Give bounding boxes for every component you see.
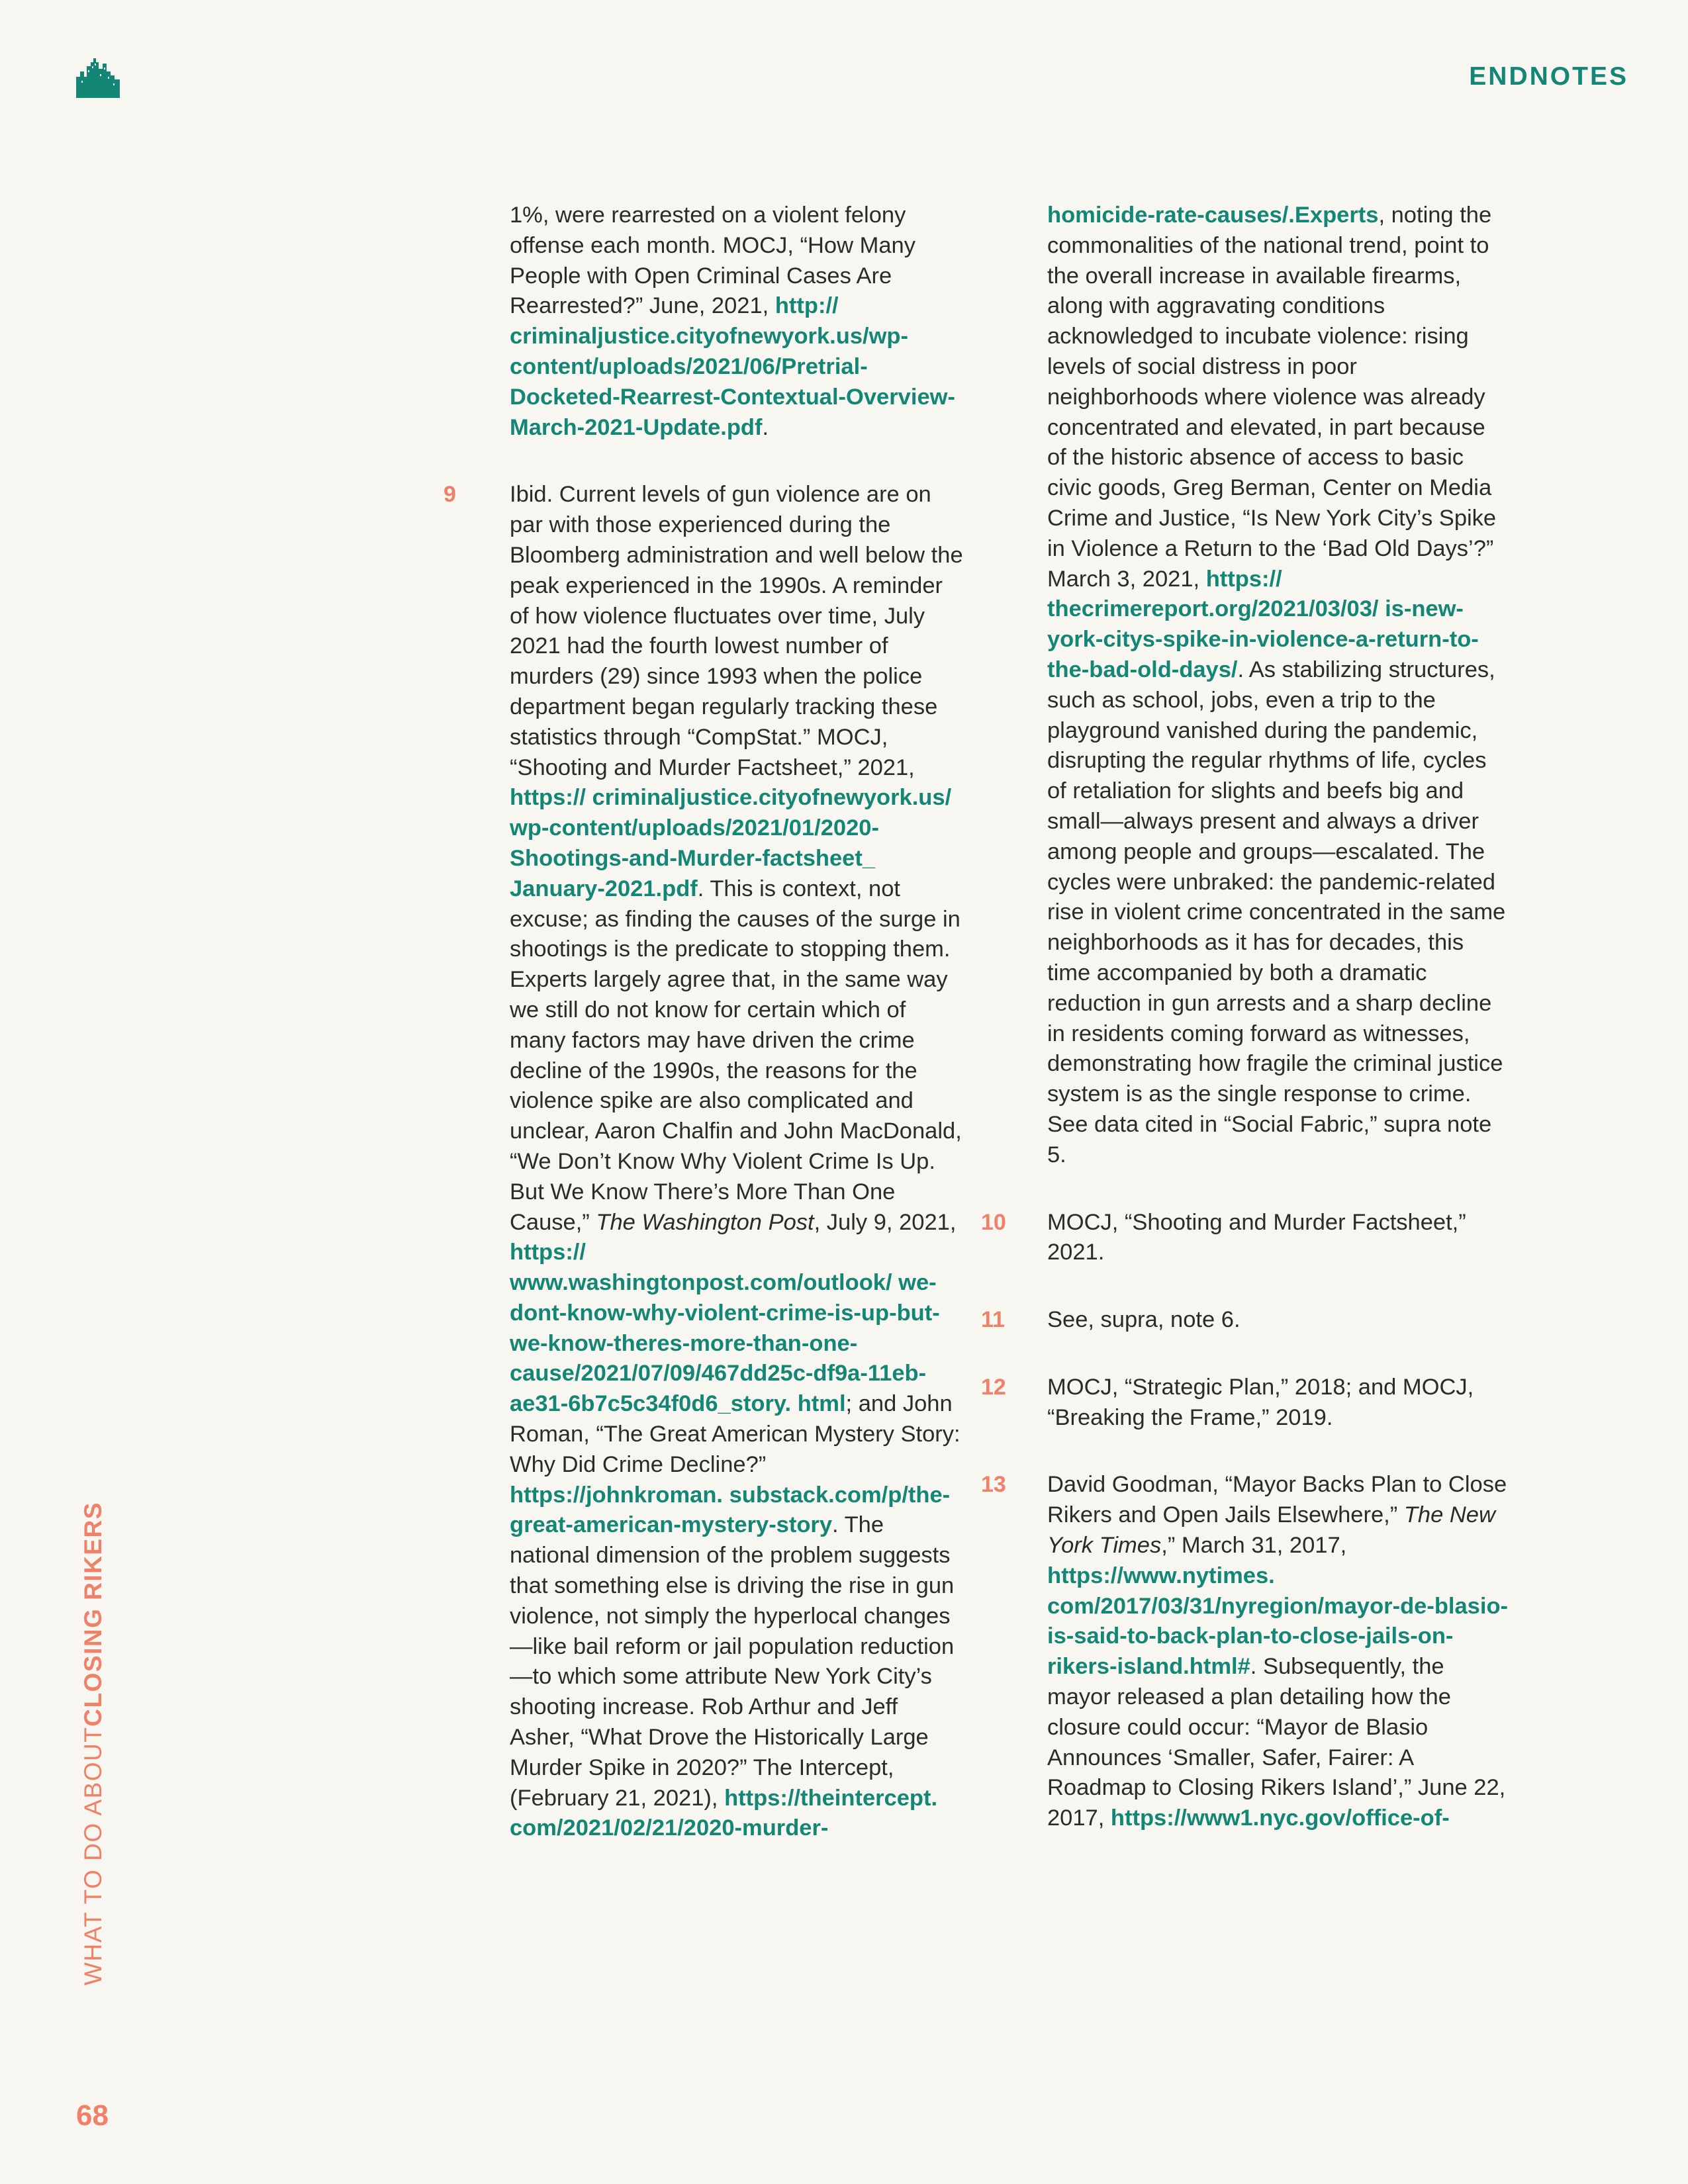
endnote-11 <box>981 1305 1511 1336</box>
endnotes-left-column <box>444 201 966 1881</box>
endnote-13-link-1[interactable]: https://www.nytimes. com/2017/03/31/nyregion/mayor-de-blasio-is-said-to-back-plan-to-close-jails-on-rikers-island.html# <box>1047 1563 1509 1680</box>
endnote-text: MOCJ, “Shooting and Murder Factsheet,” 2021. <box>1047 1209 1466 1265</box>
endnote-9-link-3[interactable]: https://johnkroman. substack.com/p/the-great-american-mystery-story <box>510 1482 951 1538</box>
endnote-9-link-1[interactable]: https:// criminaljustice.cityofnewyork.us/ wp-content/uploads/2021/01/2020-Shootings-and-Murder-factsheet_ January-2021.pdf <box>510 785 952 901</box>
endnote-text: MOCJ, “Strategic Plan,” 2018; and MOCJ, “Breaking the Frame,” 2019. <box>1047 1374 1474 1430</box>
endnote-8-end: . <box>762 414 769 440</box>
endnote-text <box>1047 201 1511 1171</box>
endnote-number: 10 <box>981 1209 1006 1235</box>
endnote-13-text-2: ,” March 31, 2017, <box>1161 1533 1347 1559</box>
endnote-9-link-6[interactable]: https:// thecrimereport.org/2021/03/03/ is-new-york-citys-spike-in-violence-a-return-to-the-bad-old-days/ <box>1047 566 1479 682</box>
endnote-8-text: 1%, were rearrested on a violent felony offense each month. MOCJ, “How Many People with Open Criminal Cases Are Rearrested?” June, 2021, <box>510 203 915 319</box>
report-title-prefix: WHAT TO DO ABOUT <box>79 1726 107 1985</box>
endnote-9 <box>444 480 966 1844</box>
endnote-9-text-2: . This is context, not excuse; as finding the causes of the surge in shootings is the predicate to stopping them. Experts largely agree that, in the same way we still do not know for certain which of many factors may have driven the crime decline of the 1990s, the reasons for the violence spike are also complicated and unclear, Aaron Chalfin and John MacDonald, “We Don’t Know Why Violent Crime Is Up. But We Know There’s More Than One Cause,” <box>510 876 962 1235</box>
endnote-9-link-4[interactable]: https://theintercept. com/2021/02/21/2020-murder- <box>510 1785 938 1841</box>
publication-title: The New York Times <box>1047 1502 1495 1559</box>
endnote-13-text-1: David Goodman, “Mayor Backs Plan to Close Rikers and Open Jails Elsewhere,” <box>1047 1472 1507 1528</box>
endnote-13-text-3: . Subsequently, the mayor released a plan detailing how the closure could occur: “Mayor de Blasio Announces ‘Smaller, Safer, Fairer: A Roadmap to Closing Rikers Island’,” June 22, 2017, <box>1047 1654 1506 1831</box>
endnote-9-text-6: , noting the commonalities of the national trend, point to the overall increase in available firearms, along with aggravating conditions acknowledged to incubate violence: rising levels of social distress in poor neighborhoods where violence was already concentrated and elevated, in part because of the historic absence of access to basic civic goods, Greg Berman, Center on Media Crime and Justice, “Is New York City’s Spike in Violence a Return to the ‘Bad Old Days’?” March 3, 2021, <box>1047 203 1497 592</box>
report-title-emphasis: CLOSING RIKERS <box>79 1502 107 1727</box>
endnote-number: 9 <box>444 482 456 508</box>
endnote-12 <box>981 1373 1511 1433</box>
endnote-10 <box>981 1208 1511 1269</box>
endnote-9-text-4: ; and John Roman, “The Great American Mystery Story: Why Did Crime Decline?” <box>510 1391 961 1477</box>
page-number: 68 <box>76 2099 109 2132</box>
endnote-text <box>1047 1470 1511 1834</box>
endnote-8-continued <box>510 201 966 443</box>
endnote-9-link-2[interactable]: https:// www.washingtonpost.com/outlook/ we-dont-know-why-violent-crime-is-up-but-we-know-theres-more-than-one-cause/2021/07/09/467dd25c-df9a-11eb-ae31-6b7c5c34f0d6_story. html <box>510 1240 940 1417</box>
section-title: ENDNOTES <box>1469 62 1628 91</box>
skyline-logo-icon <box>76 57 120 98</box>
endnote-text: See, supra, note 6. <box>1047 1307 1241 1333</box>
endnote-9-text-1: Ibid. Current levels of gun violence are on par with those experienced during the Bloomberg administration and well below the peak experienced in the 1990s. A reminder of how violence fluctuates over time, July 2021 had the fourth lowest number of murders (29) since 1993 when the police department began regularly tracking these statistics through “CompStat.” MOCJ, “Shooting and Murder Factsheet,” 2021, <box>510 482 963 780</box>
publication-title: The Washington Post <box>596 1209 814 1235</box>
endnote-number: 12 <box>981 1374 1006 1400</box>
endnote-number: 13 <box>981 1472 1006 1498</box>
endnote-9-text-5: . The national dimension of the problem suggests that something else is driving the rise in gun violence, not simply the hyperlocal changes—like bail reform or jail population reduction—to which some attribute New York City’s shooting increase. Rob Arthur and Jeff Asher, “What Drove the Historically Large Murder Spike in 2020?” The Intercept, (February 21, 2021), <box>510 1512 955 1811</box>
endnote-9-text-3: , July 9, 2021, <box>814 1209 957 1235</box>
endnote-text <box>510 480 966 1844</box>
endnote-text <box>510 201 966 443</box>
endnote-9-link-5[interactable]: homicide-rate-causes/.Experts <box>1047 203 1379 228</box>
endnote-8-link[interactable]: http:// criminaljustice.cityofnewyork.us/wp-content/uploads/2021/06/Pretrial-Docketed-Rearrest-Contextual-Overview-March-2021-Update.pdf <box>510 293 955 440</box>
endnote-9-continued <box>1047 201 1511 1171</box>
endnote-number: 11 <box>981 1307 1005 1333</box>
endnote-13-link-2[interactable]: https://www1.nyc.gov/office-of- <box>1110 1805 1450 1831</box>
endnote-9-text-7: . As stabilizing structures, such as school, jobs, even a trip to the playground vanished during the pandemic, disrupting the regular rhythms of life, cycles of retaliation for slights and beefs big and small—always present and always a driver among people and groups—escalated. The cycles were unbraked: the pandemic-related rise in violent crime concentrated in the same neighborhoods as it has for decades, this time accompanied by both a dramatic reduction in gun arrests and a sharp decline in residents coming forward as witnesses, demonstrating how fragile the criminal justice system is as the single response to crime. See data cited in “Social Fabric,” supra note 5. <box>1047 657 1506 1167</box>
endnotes-right-column <box>981 201 1511 1871</box>
endnote-13 <box>981 1470 1511 1834</box>
